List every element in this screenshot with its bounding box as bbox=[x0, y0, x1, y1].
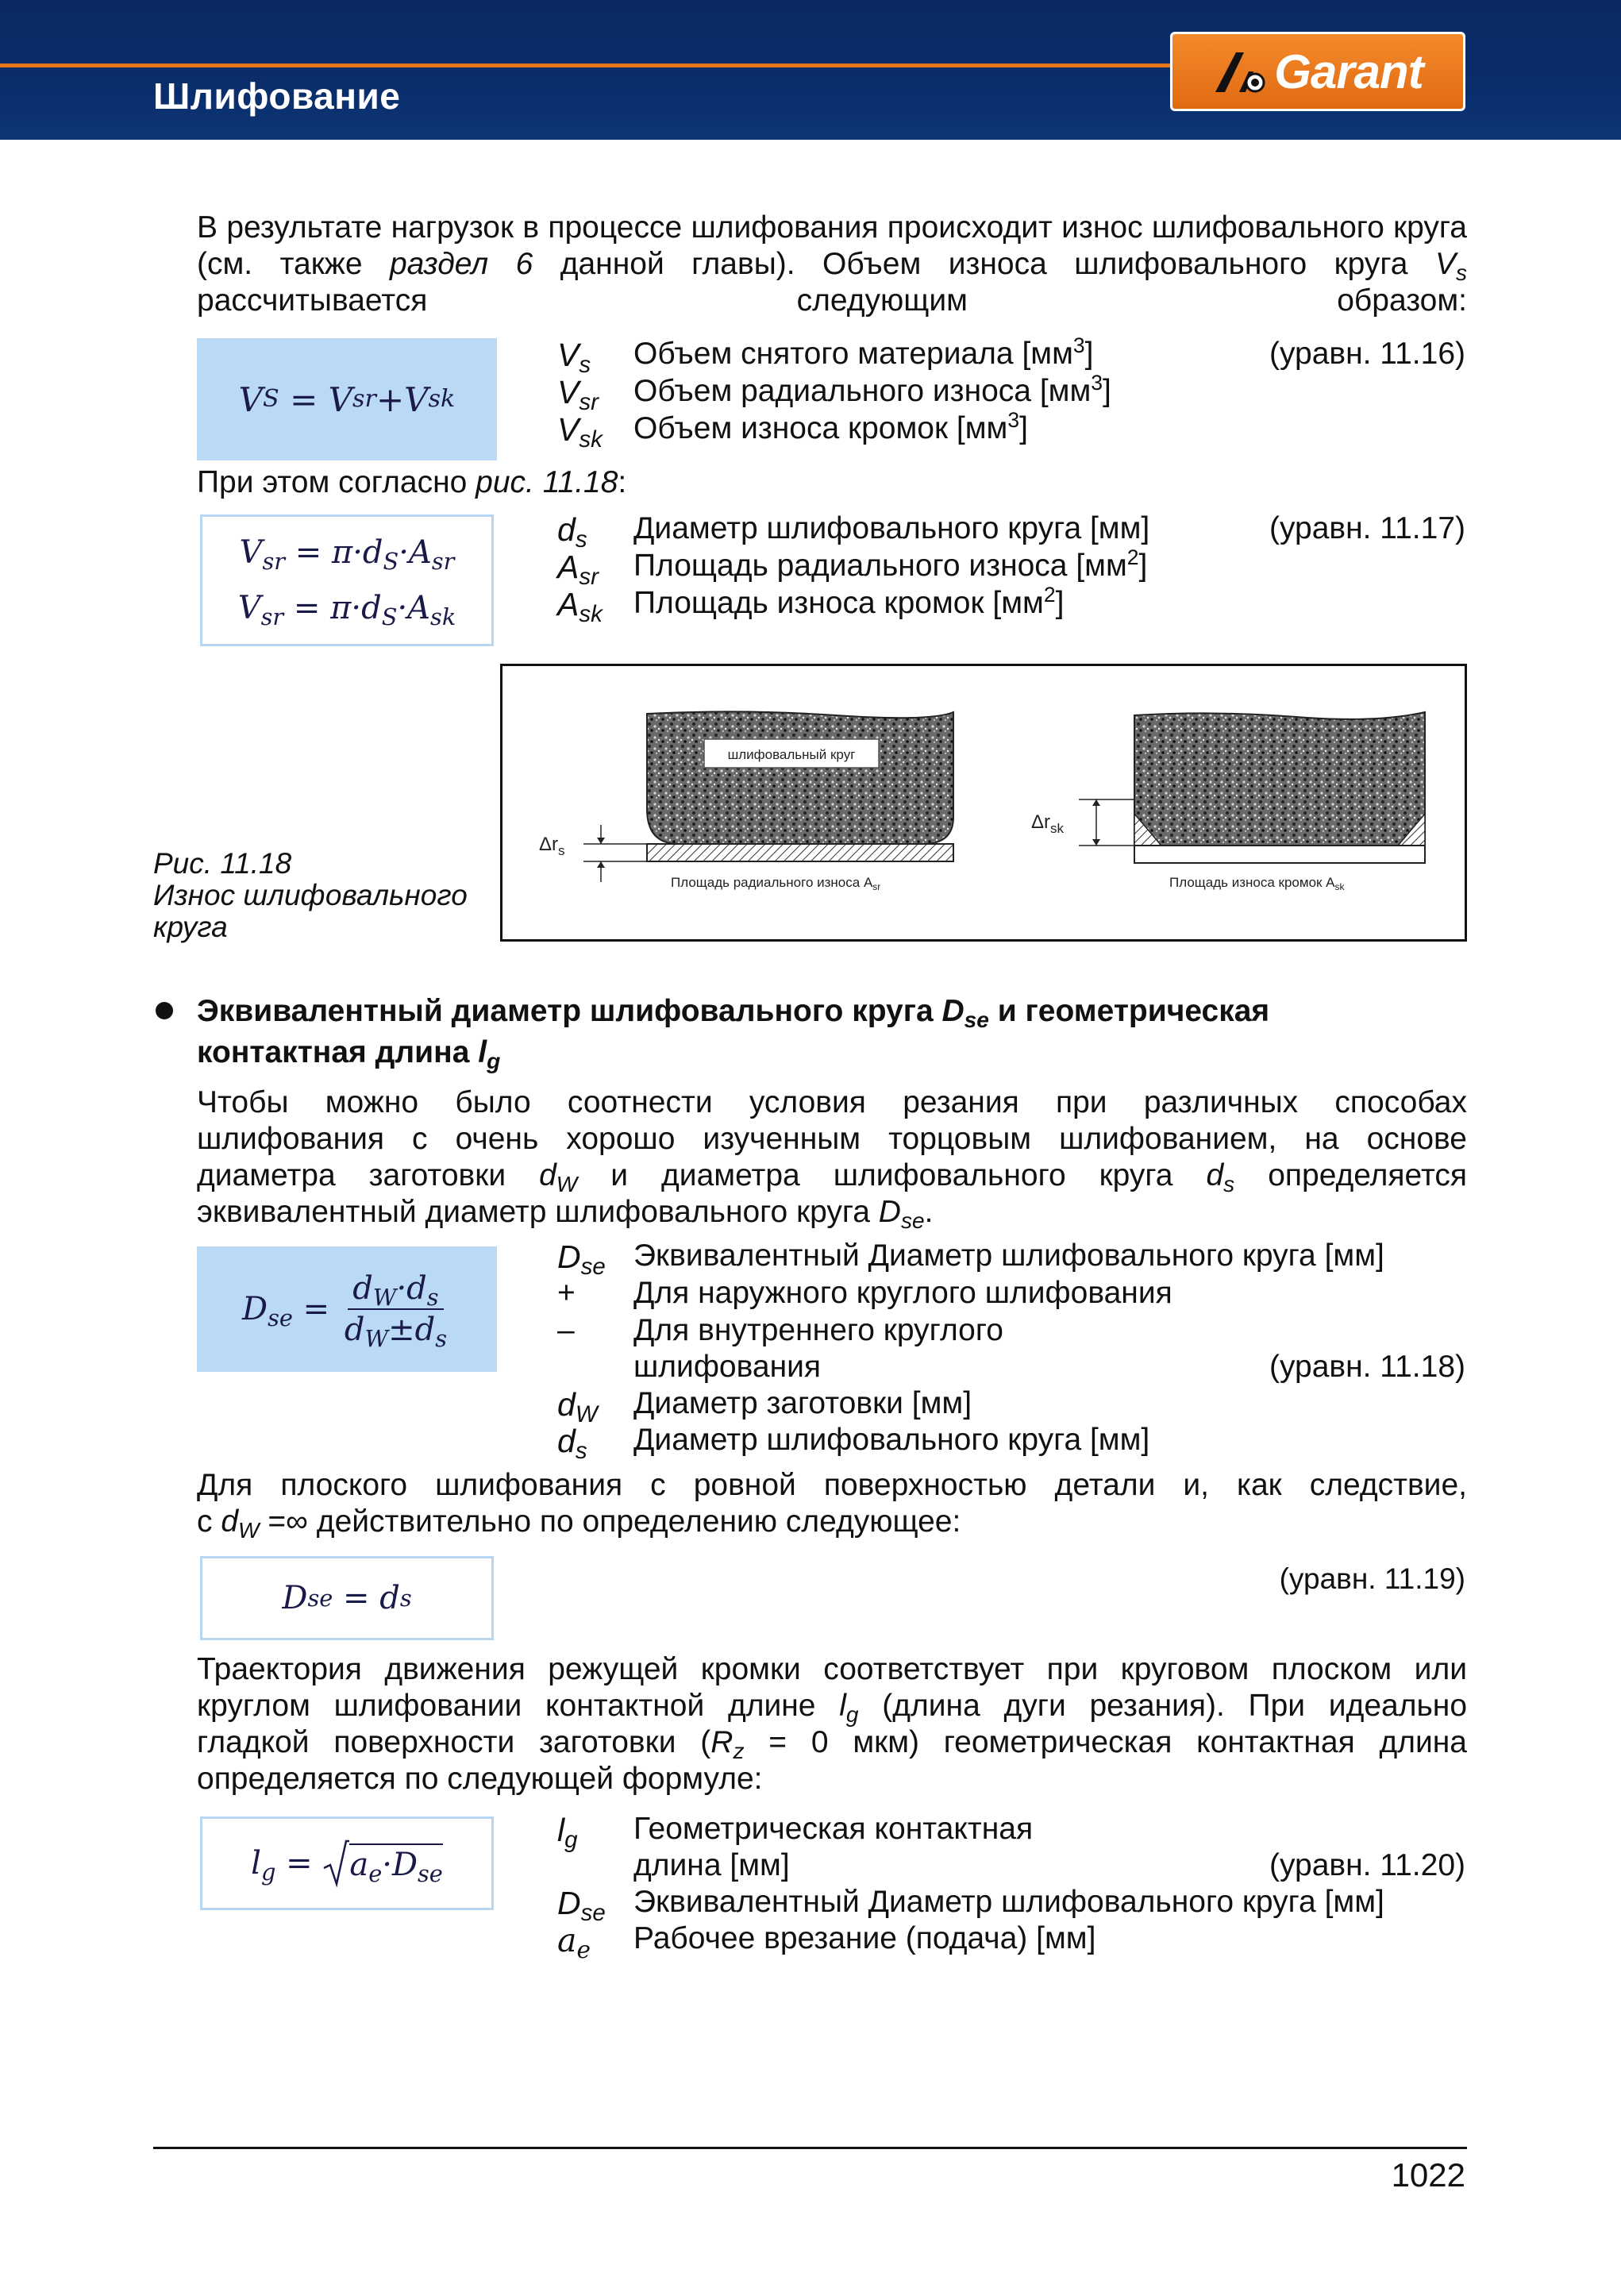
eq5-var-desc: Эквивалентный Диаметр шлифовального круга [мм] bbox=[633, 1885, 1384, 1919]
formula-11-17: $V_{sr} = \pi\cdot d_S\cdot A_{sr}$ $V_{sr} = \pi\cdot d_S\cdot A_{sk}$ bbox=[200, 514, 494, 646]
page-title: Шлифование bbox=[153, 75, 401, 117]
eq2-var-desc: Площадь радиального износа $[мм^2]$ bbox=[633, 545, 1148, 583]
eq2-var-desc: Диаметр шлифовального круга [мм] bbox=[633, 511, 1150, 545]
eq5-var-desc: длина [мм] bbox=[633, 1848, 790, 1882]
eq5-var-desc: Геометрическая контактная bbox=[633, 1812, 1034, 1846]
eq3-var-desc: шлифования bbox=[633, 1350, 822, 1384]
delta-r-sk-label: $\Delta r_{sk}$ bbox=[1031, 811, 1065, 836]
eq3-var-desc: Диаметр заготовки [мм] bbox=[633, 1386, 972, 1420]
eq3-var-symbol: – bbox=[557, 1313, 575, 1347]
eq1-var-desc: Объем износа кромок $[мм^3]$ bbox=[633, 408, 1028, 445]
garant-logo-text: Garant bbox=[1274, 44, 1423, 98]
footer-divider bbox=[153, 2147, 1467, 2149]
header-stripe bbox=[0, 64, 1175, 67]
garant-logo bbox=[1170, 32, 1465, 111]
eq1-var-symbol: $V_s$ bbox=[557, 337, 591, 378]
eq3-var-symbol: $D_{se}$ bbox=[557, 1239, 606, 1280]
eq3-var-desc: Для наружного круглого шлифования bbox=[633, 1276, 1172, 1310]
eq5-var-symbol: $a_e$ bbox=[557, 1921, 591, 1963]
intro-paragraph bbox=[197, 210, 1467, 319]
eq3-var-symbol: $d_s$ bbox=[557, 1423, 587, 1464]
sqrt-icon bbox=[322, 1839, 349, 1887]
intro-ref: раздел 6 bbox=[389, 247, 533, 281]
delta-r-s-label: $\Delta r_s$ bbox=[539, 834, 565, 858]
page-number: 1022 bbox=[1391, 2156, 1465, 2194]
eq3-var-symbol: + bbox=[557, 1276, 576, 1310]
according-text: При этом согласно рис. 11.18: bbox=[197, 465, 627, 499]
eq3-var-desc: Эквивалентный Диаметр шлифовального круга [мм] bbox=[633, 1239, 1384, 1273]
trajectory-paragraph: Траектория движения режущей кромки соответствует при круговом плоском или круглом шлифовании контактной длине $l_g$ (длина дуги резания). При идеально гладкой поверхности заготовки ($R_z = 0$ мкм) геометрическая контактная длина определяется по следующей формуле: bbox=[197, 1652, 1468, 1796]
wheel-wear-diagram bbox=[502, 666, 1465, 939]
eq5-var-symbol: $D_{se}$ bbox=[557, 1885, 606, 1926]
bullet-icon bbox=[156, 1002, 173, 1019]
eq5-var-desc: Рабочее врезание (подача) [мм] bbox=[633, 1921, 1096, 1955]
intro-text-1: В результате нагрузок в процессе шлифования происходит износ шлифовального круга (см. также bbox=[197, 210, 1467, 281]
eq1-var-desc: Объем радиального износа $[мм^3]$ bbox=[633, 371, 1111, 408]
eq2-var-symbol: $A_{sr}$ bbox=[557, 549, 599, 590]
equation-number: (уравн. 11.20) bbox=[1269, 1848, 1465, 1882]
intro-text-2: данной главы). Объем износа шлифовального круга bbox=[533, 247, 1435, 281]
section-heading: Эквивалентный диаметр шлифовального круга $D_{se}$ и геометрическая контактная длина $l_g$ bbox=[197, 994, 1270, 1073]
eq3-var-symbol: $d_W$ bbox=[557, 1386, 598, 1427]
equation-number: (уравн. 11.16) bbox=[1269, 337, 1465, 371]
eq3-var-desc: Диаметр шлифовального круга [мм] bbox=[633, 1423, 1150, 1457]
eq1-var-desc: Объем снятого материала $[мм^3]$ bbox=[633, 333, 1094, 371]
formula-11-16: V S = V sr +V sk bbox=[197, 338, 497, 460]
eq2-var-symbol: $d_s$ bbox=[557, 511, 587, 553]
intro-text-3: рассчитывается следующим образом: bbox=[197, 283, 1467, 318]
figure-wheel-wear bbox=[500, 664, 1467, 942]
formula-11-20: $l_g$ = $a_e\cdot D_{se}$ bbox=[200, 1816, 494, 1910]
section-paragraph: Чтобы можно было соотнести условия резания при различных способах шлифования с очень хорошо изученным торцовым шлифованием, на основе диаметра заготовки $d_W$ и диаметра шлифовального круга $d_s$ определяется эквивалентный диаметр шлифовального круга $D_{se}$. bbox=[197, 1085, 1467, 1233]
figure-caption: Рис. 11.18 Износ шлифовального круга bbox=[153, 847, 468, 943]
equation-number: (уравн. 11.18) bbox=[1269, 1350, 1465, 1384]
eq5-var-symbol: $l_g$ bbox=[557, 1812, 578, 1853]
garant-logo-icon bbox=[1212, 48, 1268, 95]
eq2-var-desc: Площадь износа кромок $[мм^2]$ bbox=[633, 583, 1065, 620]
eq2-var-symbol: $A_{sk}$ bbox=[557, 586, 603, 627]
radial-wear-area-label: Площадь радиального износа $A_{sr}$ bbox=[671, 875, 881, 892]
equation-number: (уравн. 11.17) bbox=[1269, 511, 1465, 545]
wheel-label: шлифовальный круг bbox=[727, 747, 856, 762]
eq3-var-desc: Для внутреннего круглого bbox=[633, 1313, 1003, 1347]
formula-11-18: $D_{se}$ = $\frac{d_W\cdot d_s}{d_W\pm d_s}$ bbox=[197, 1246, 497, 1372]
page-header bbox=[0, 0, 1621, 140]
formula-11-19: D se = d s bbox=[200, 1556, 494, 1640]
flat-grinding-paragraph: Для плоского шлифования с ровной поверхностью детали и, как следствие, с $d_W$ =∞ действительно по определению следующее: bbox=[197, 1468, 1467, 1543]
intro-symbol: $V_s$ bbox=[1434, 247, 1467, 285]
edge-wear-area-label: Площадь износа кромок $A_{sk}$ bbox=[1169, 875, 1345, 892]
equation-number: (уравн. 11.19) bbox=[1279, 1562, 1465, 1595]
eq1-var-symbol: $V_{sk}$ bbox=[557, 411, 603, 453]
eq1-var-symbol: $V_{sr}$ bbox=[557, 374, 599, 415]
